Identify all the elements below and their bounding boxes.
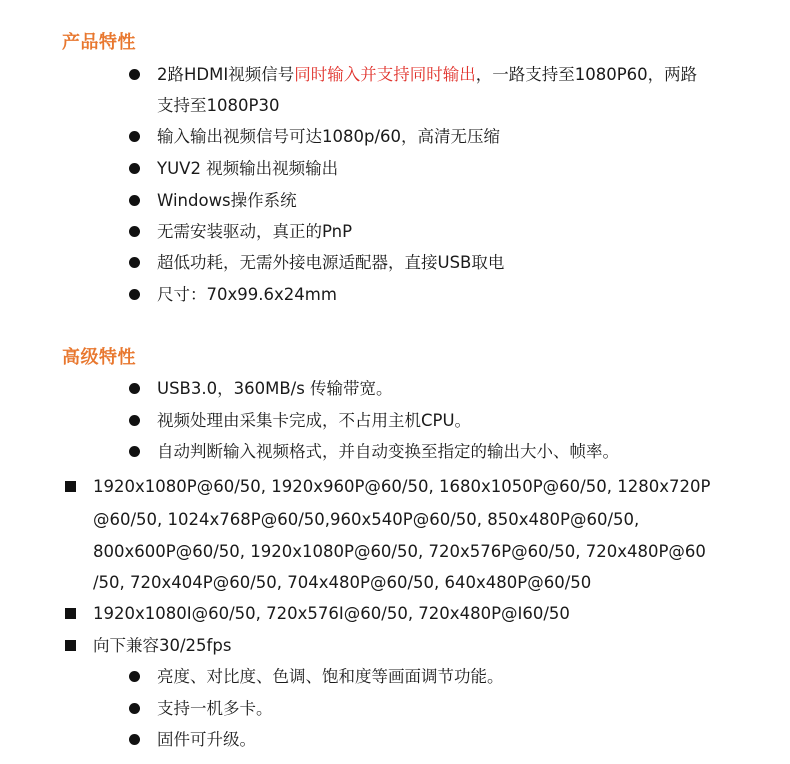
feature-item: 尺寸：70x99.6x24mm: [157, 285, 337, 304]
square-bullet-icon: [65, 608, 76, 619]
format-line: 1920x1080P@60/50, 1920x960P@60/50, 1680x1050P@60/50, 1280x720P: [93, 477, 711, 496]
feature-item: [157, 59, 697, 90]
feature-item: Windows操作系统: [157, 191, 297, 210]
advanced-item: 视频处理由采集卡完成，不占用主机CPU。: [157, 411, 472, 430]
format-line: 向下兼容30/25fps: [93, 636, 232, 655]
extra-item: 支持一机多卡。: [157, 699, 273, 718]
bullet-icon: [129, 257, 140, 268]
extra-item: 固件可升级。: [157, 730, 256, 749]
section-title-advanced: 高级特性: [62, 347, 136, 368]
bullet-icon: [129, 131, 140, 142]
feature-item-continued: 支持至1080P30: [157, 96, 280, 115]
feature-item: 无需安装驱动，真正的PnP: [157, 222, 353, 241]
feature-text: ，一路支持至1080P60，两路: [475, 65, 698, 84]
format-line: 1920x1080I@60/50, 720x576I@60/50, 720x480P@I60/50: [93, 604, 570, 623]
bullet-icon: [129, 69, 140, 80]
feature-item: 输入输出视频信号可达1080p/60，高清无压缩: [157, 127, 501, 146]
feature-highlight: 同时输入并支持同时输出: [294, 65, 476, 84]
bullet-icon: [129, 383, 140, 394]
format-line: 800x600P@60/50, 1920x1080P@60/50, 720x576P@60/50, 720x480P@60: [93, 542, 706, 561]
format-line: /50, 720x404P@60/50, 704x480P@60/50, 640x480P@60/50: [93, 573, 592, 592]
bullet-icon: [129, 671, 140, 682]
bullet-icon: [129, 195, 140, 206]
bullet-icon: [129, 415, 140, 426]
square-bullet-icon: [65, 640, 76, 651]
extra-item: 亮度、对比度、色调、饱和度等画面调节功能。: [157, 667, 504, 686]
bullet-icon: [129, 703, 140, 714]
bullet-icon: [129, 163, 140, 174]
advanced-item: USB3.0，360MB/s 传输带宽。: [157, 379, 393, 398]
square-bullet-icon: [65, 481, 76, 492]
bullet-icon: [129, 226, 140, 237]
feature-item: YUV2 视频输出视频输出: [157, 159, 339, 178]
feature-item: 超低功耗，无需外接电源适配器，直接USB取电: [157, 253, 505, 272]
bullet-icon: [129, 734, 140, 745]
bullet-icon: [129, 289, 140, 300]
feature-text: 2路HDMI视频信号: [157, 65, 295, 84]
format-line: @60/50, 1024x768P@60/50,960x540P@60/50, 850x480P@60/50,: [93, 510, 640, 529]
section-title-features: 产品特性: [62, 32, 136, 53]
advanced-item: 自动判断输入视频格式，并自动变换至指定的输出大小、帧率。: [157, 442, 619, 461]
bullet-icon: [129, 446, 140, 457]
